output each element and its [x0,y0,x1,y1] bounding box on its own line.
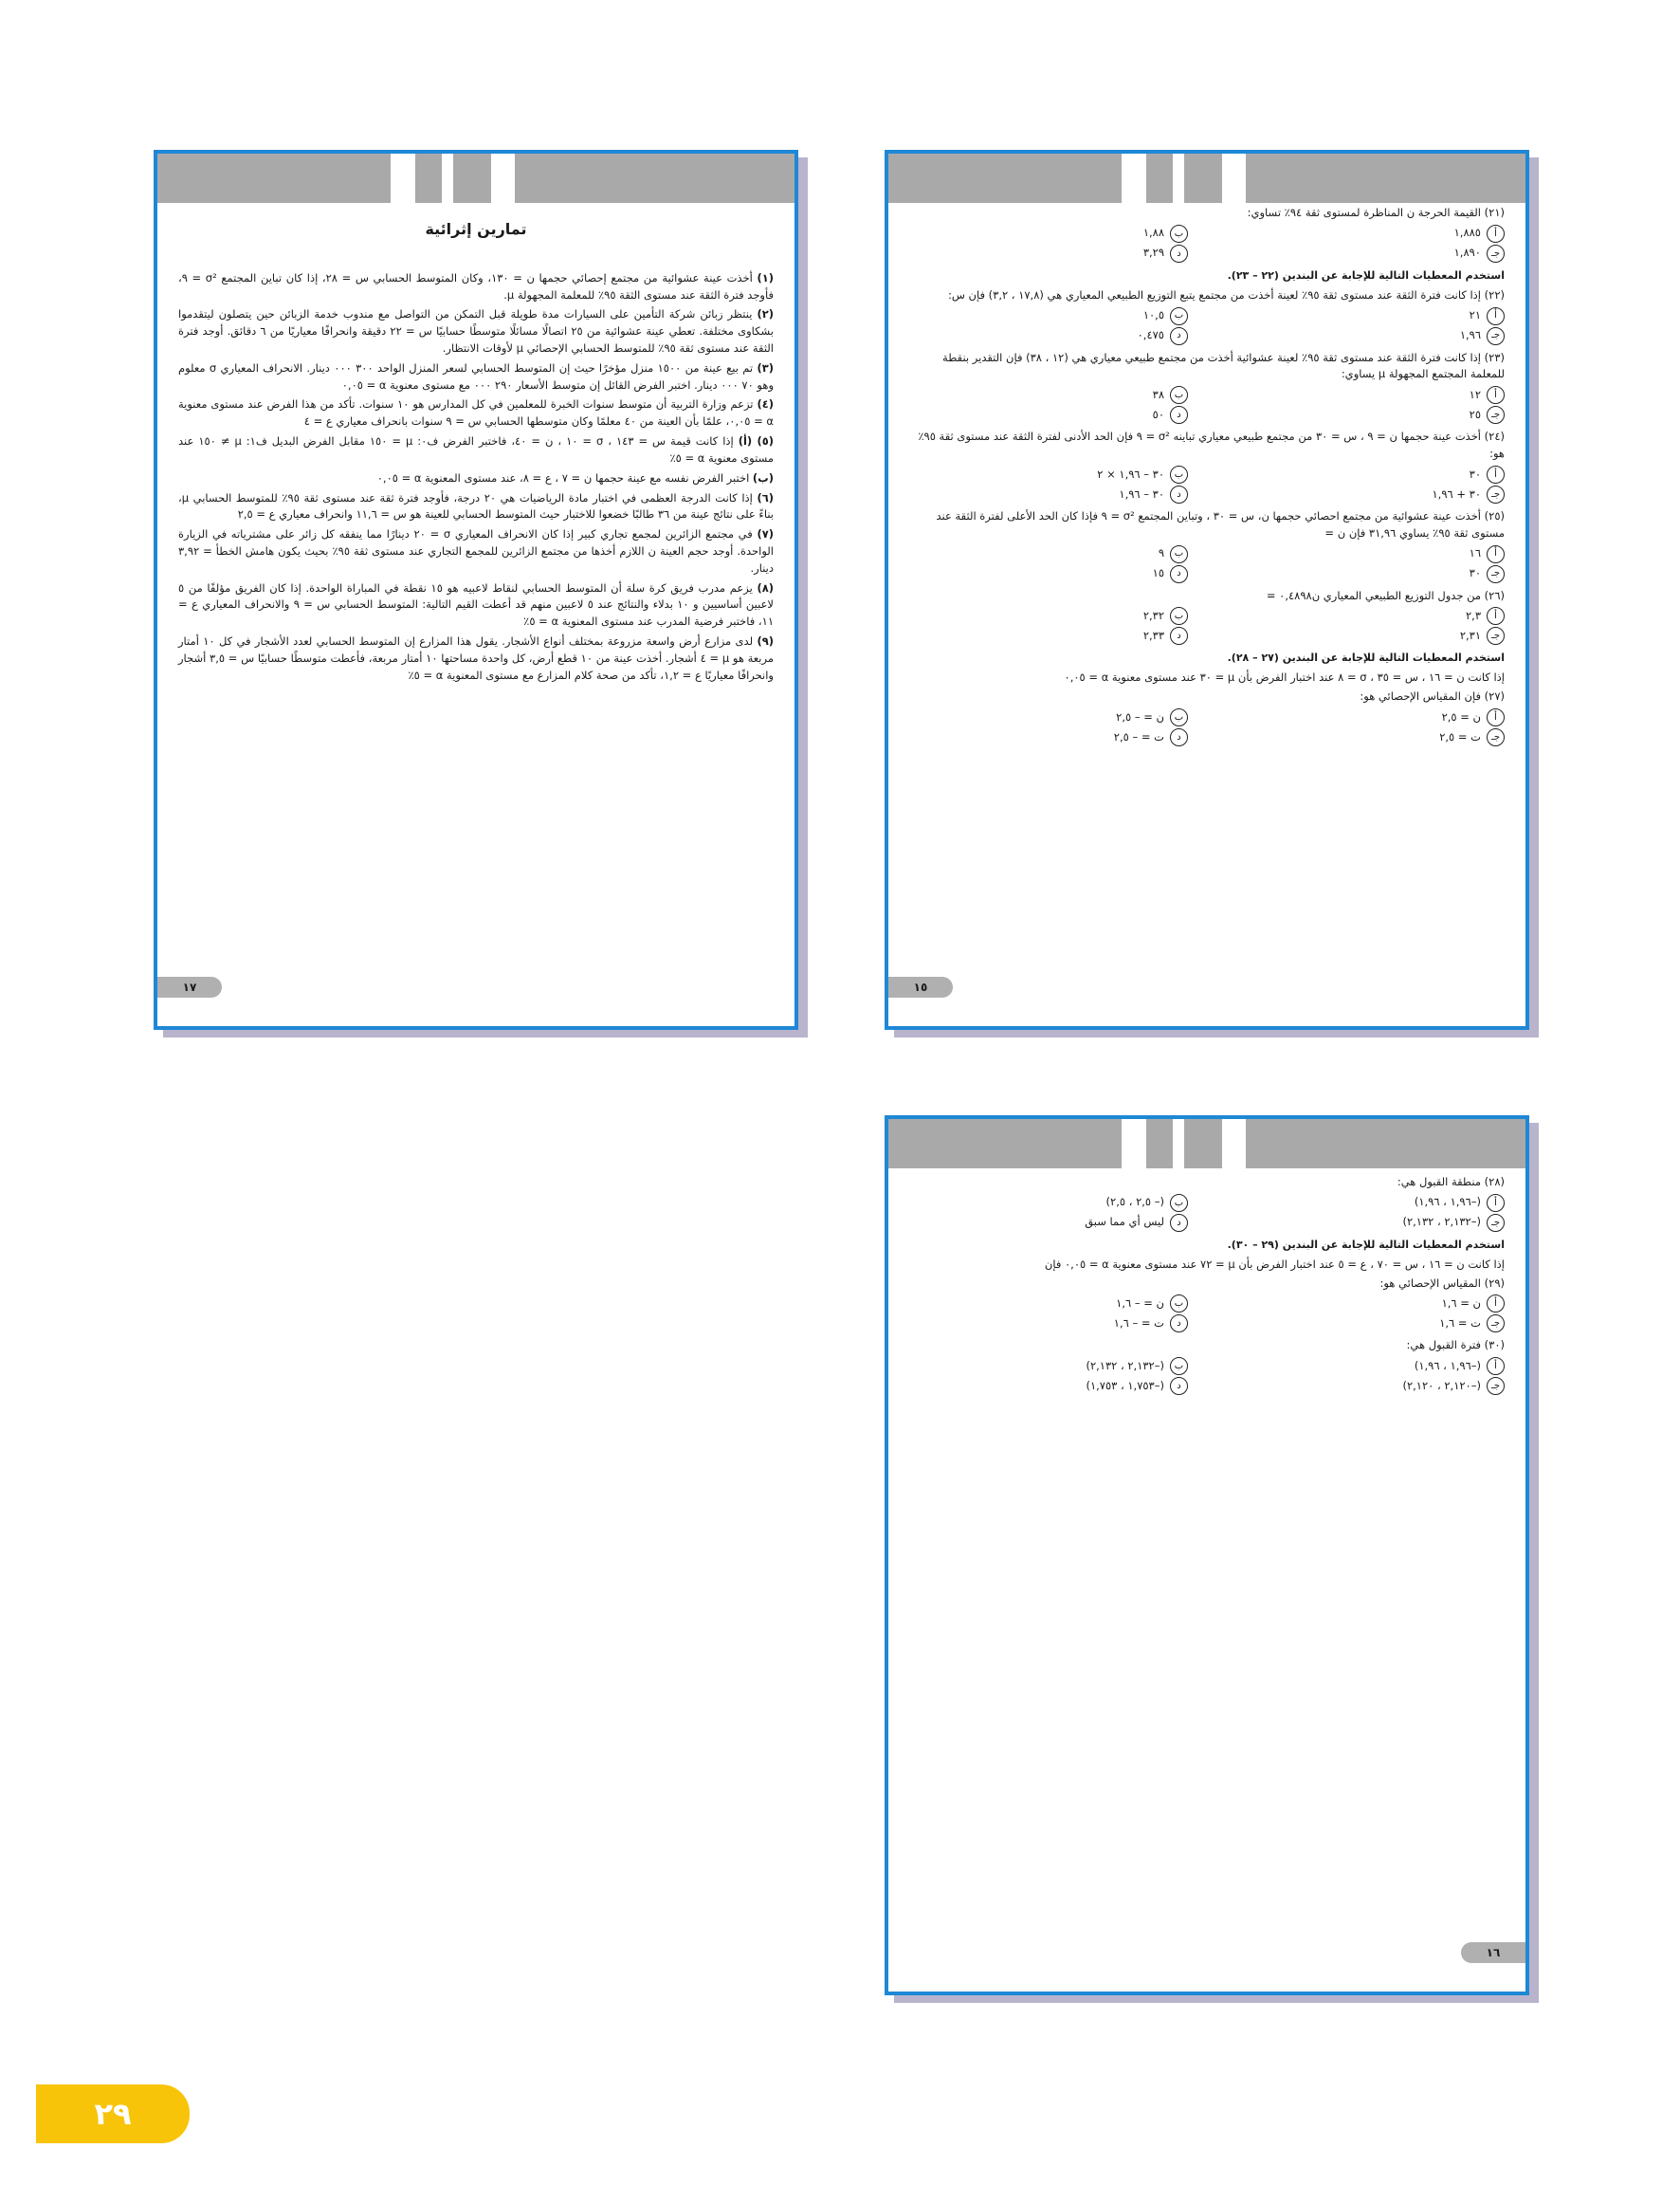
option-letter: أ [1487,545,1505,563]
option-text: ن = ١,٦ [1441,1296,1481,1311]
answer-option [1226,1356,1505,1376]
answer-option [1226,385,1505,405]
answer-option [909,1193,1188,1213]
answer-option [1226,224,1505,244]
page-16 [885,1115,1529,1995]
exercise-item [178,526,774,577]
option-text: ٢٥ [1469,407,1481,421]
exercise-number: (٣) [757,360,775,375]
option-letter: د [1170,565,1188,583]
answer-option [909,1213,1188,1233]
exercise-text: في مجتمع الزائرين لمجمع تجاري كبير إذا كان الانحراف المعياري σ = ٢٠ دينارًا مما ينفقه كل زائر على مشترياته في الزيارة الواحدة. أوجد حجم العينة ن اللازم أخذها من مجتمع الزائرين للمجمع التجاري عند مستوى ثقة ٩٥٪ بحيث يكون هامش الخطأ = ٣,٩٢ دينار. [178,527,774,575]
option-letter: د [1170,1314,1188,1332]
answer-option [909,606,1188,626]
given-text: إذا كانت ن = ١٦ ، س = ٧٠ ، ع = ٥ عند اختبار الفرض بأن μ = ٧٢ عند مستوى معنوية α = ٠,٠٥ فإن [1044,1257,1505,1271]
answer-option [909,1313,1188,1333]
question-text: (٢٦) من جدول التوزيع الطبيعي المعياري ن٠,٤٨٩٨ = [1266,588,1505,602]
answer-option [1226,306,1505,326]
page-number: ١٧ [157,977,222,998]
answer-options [909,1356,1505,1396]
page-title: تمارين إثرائية [425,220,527,238]
option-text: ت = ٢,٥ [1439,729,1481,744]
answer-options [909,544,1505,584]
question-text: (٢٩) المقياس الإحصائي هو: [1379,1276,1505,1290]
option-text: (–٢,١٣٢ ، ٢,١٣٢) [1086,1358,1164,1372]
option-letter: أ [1487,1294,1505,1313]
exercise-item [178,470,774,487]
page-15 [885,150,1529,1030]
exercise-list [178,270,774,685]
answer-option [1226,1294,1505,1313]
exercise-number: (٢) [757,307,775,321]
option-letter: د [1170,486,1188,504]
page-number: ١٥ [888,977,953,998]
option-letter: د [1170,627,1188,645]
exercise-number: (٧) [757,527,775,542]
answer-option [1226,1376,1505,1396]
exercise-number: (٤) [757,397,775,412]
question-text: (٢٤) أخذت عينة حجمها ن = ٩ ، س = ٣٠ من مجتمع طبيعي معياري تباينه σ² = ٩ فإن الحد الأدنى لفترة الثقة عند مستوى ثقة ٩٥٪ هو: [918,430,1505,461]
page-header-bar [157,154,794,203]
option-text: ٣٠ [1469,467,1481,481]
answer-option [909,306,1188,326]
option-letter: جـ [1487,1314,1505,1332]
option-letter: أ [1487,307,1505,325]
option-text: ن = – ١,٦ [1116,1296,1164,1311]
option-text: ٢,٣٢ [1142,608,1164,622]
option-letter: أ [1487,1357,1505,1375]
option-letter: جـ [1487,406,1505,424]
option-letter: د [1170,406,1188,424]
option-letter: ب [1170,466,1188,484]
option-text: ٣٨ [1152,387,1164,401]
exercise-text: يزعم مدرب فريق كرة سلة أن المتوسط الحسابي لنقاط لاعبيه هو ١٥ نقطة في المباراة الواحدة. إذا كان الفريق مؤلفًا من ٥ لاعبين أساسيين و ١٠ بدلاء والنتائج عند ٥ لاعبين منهم قد أعطت القيم التالية: المتوسط الحسابي س = ٩ والانحراف المعياري ع = ١١، فاختبر فرضية المدرب عند مستوى المعنوية α = ٥٪ [178,580,774,629]
answer-option [1226,405,1505,425]
question-text: (٢٢) إذا كانت فترة الثقة عند مستوى ثقة ٩٥٪ لعينة أخذت من مجتمع يتبع التوزيع الطبيعي المعياري هي (١٧,٨ ، ٣,٢) فإن س: [947,287,1505,302]
option-letter: ب [1170,607,1188,625]
answer-option [1226,707,1505,727]
option-text: ٢١ [1469,308,1481,322]
answer-options [909,306,1505,346]
answer-option [909,564,1188,584]
option-text: (–٢,١٣٢ ، ٢,١٣٢) [1402,1215,1481,1229]
exercise-text: لدى مزارع أرض واسعة مزروعة بمختلف أنواع الأشجار. يقول هذا المزارع إن المتوسط الحسابي لعدد الأشجار في كل ١٠ أمتار مربعة هو μ = ٤ أشجار. أخذت عينة من ١٠ قطع أرض، كل واحدة مساحتها ١٠ أمتار مربعة، فأعطت متوسطًا حسابيًا س = ٣,٥ أشجار وانحرافًا معياريًا ع = ١,٢، تأكد من صحة كلام المزارع مع مستوى المعنوية α = ٥٪ [178,634,775,682]
option-letter: ب [1170,1294,1188,1313]
option-letter: جـ [1487,1214,1505,1232]
option-letter: ب [1170,708,1188,726]
option-letter: أ [1487,708,1505,726]
option-letter: أ [1487,1194,1505,1212]
option-text: ن = ٢,٥ [1441,709,1481,724]
option-text: ٢,٣٣ [1142,628,1164,642]
option-text: ١,٩٦ [1459,328,1481,342]
option-letter: ب [1170,545,1188,563]
answer-option [909,224,1188,244]
option-letter: جـ [1487,565,1505,583]
option-text: ١,٨٩٠ [1453,246,1481,260]
option-text: ٢,٣١ [1459,628,1481,642]
option-text: ١,٨٨٥ [1453,226,1481,240]
option-letter: أ [1487,386,1505,404]
instruction-text: استخدم المعطيات التالية للإجابة عن البندين (٢٢ – ٢٣). [1227,268,1505,282]
option-text: (–٢,١٢٠ ، ٢,١٢٠) [1402,1378,1481,1392]
option-text: ليس أي مما سبق [1085,1215,1164,1229]
option-text: ٩ [1158,546,1164,560]
answer-option [909,707,1188,727]
answer-option [909,1376,1188,1396]
answer-option [1226,485,1505,505]
exercise-text: إذا كانت الدرجة العظمى في اختبار مادة الرياضيات هي ٢٠ درجة، فأوجد فترة ثقة عند مستوى ثقة ٩٥٪ للمتوسط الحسابي μ، بناءً على نتائج عينة من ٣٦ طالبًا خضعوا للاختبار حيث المتوسط الحسابي للعينة هو س = ١١,٦ وانحراف معياري ع = ٢,٥ [178,490,774,522]
option-letter: جـ [1487,627,1505,645]
option-letter: جـ [1487,245,1505,263]
answer-option [909,326,1188,346]
exercise-number: (٨) [757,580,774,595]
answer-option [909,405,1188,425]
question-text: (٢٧) فإن المقياس الإحصائي هو: [1360,689,1505,704]
answer-option [1226,1193,1505,1213]
option-text: ت = ١,٦ [1439,1316,1481,1331]
exercise-item [178,270,774,304]
answer-option [909,385,1188,405]
exercise-number: (٩) [757,634,775,649]
answer-option [909,465,1188,485]
exercise-item [178,633,774,684]
answer-option [909,244,1188,264]
answer-option [1226,727,1505,747]
option-text: ٣٠ + ١,٩٦ [1432,486,1481,501]
option-text: ت = – ١,٦ [1113,1316,1164,1331]
given-text: إذا كانت ن = ١٦ ، س = ٣٥ ، σ = ٨ عند اختبار الفرض بأن μ = ٣٠ عند مستوى معنوية α = ٠,٠٥ [1064,670,1505,685]
answer-option [1226,326,1505,346]
option-text: ١٥ [1152,566,1164,580]
exercise-text: اختبر الفرض نفسه مع عينة حجمها ن = ٧ ، ع = ٨، عند مستوى المعنوية α = ٠,٠٥ [376,470,750,485]
option-letter: ب [1170,1194,1188,1212]
book-page-number: ٢٩ [36,2084,190,2143]
instruction-text: استخدم المعطيات التالية للإجابة عن البندين (٢٩ – ٣٠). [1227,1238,1505,1251]
answer-option [909,626,1188,646]
answer-options [909,224,1505,264]
answer-option [1226,1213,1505,1233]
answer-option [1226,626,1505,646]
exercise-item [178,580,774,631]
exercise-text: أخذت عينة عشوائية من مجتمع إحصائي حجمها ن = ١٣٠، وكان المتوسط الحسابي س = ٢٨، إذا كان تباين المجتمع σ² = ٩، فأوجد فترة الثقة عند مستوى الثقة ٩٥٪ للمعلمة المجهولة μ. [178,270,774,302]
answer-options [909,1193,1505,1233]
exercise-number: (ب) [752,470,774,485]
answer-options [909,1294,1505,1333]
option-letter: د [1170,1214,1188,1232]
answer-options [909,465,1505,505]
option-letter: جـ [1487,327,1505,345]
option-text: ٣,٢٩ [1142,246,1164,260]
answer-option [1226,244,1505,264]
option-letter: د [1170,245,1188,263]
answer-option [1226,606,1505,626]
option-text: ٠,٤٧٥ [1137,328,1164,342]
page-header-bar [888,1119,1525,1168]
instruction-text: استخدم المعطيات التالية للإجابة عن البندين (٢٧ – ٢٨). [1227,652,1505,665]
answer-option [909,544,1188,564]
exercise-item [178,490,774,524]
option-letter: ب [1170,386,1188,404]
exercise-item [178,433,774,468]
option-text: ١٢ [1469,387,1481,401]
answer-options [909,606,1505,646]
option-text: ٣٠ – ١,٩٦ [1119,486,1164,501]
option-letter: د [1170,327,1188,345]
question-list [909,1172,1505,1400]
option-text: ت = – ٢,٥ [1113,729,1164,744]
exercise-text: إذا كانت قيمة س = ١٤٣ ، σ = ١٠ ، ن = ٤٠، فاختبر الفرض ف٠: μ = ١٥٠ مقابل الفرض البديل ف١: μ ≠ ١٥٠ عند مستوى معنوية α = ٥٪ [178,434,774,465]
option-letter: أ [1487,225,1505,243]
answer-option [1226,465,1505,485]
option-text: ١,٨٨ [1142,226,1164,240]
page-17 [154,150,798,1030]
answer-option [909,727,1188,747]
option-letter: جـ [1487,486,1505,504]
question-list [909,203,1505,751]
exercise-item [178,360,774,395]
answer-option [1226,544,1505,564]
exercise-text: تزعم وزارة التربية أن متوسط سنوات الخبرة للمعلمين في كل المدارس هو ١٠ سنوات. تأكد من هذا الفرض عند مستوى معنوية α = ٠,٠٥، علمًا بأن العينة من ٤٠ معلمًا وكان متوسطها الحسابي س = ٩ سنوات بانحراف معياري ع = ٤ [178,397,774,429]
option-letter: ب [1170,1357,1188,1375]
option-text: ٢,٣ [1465,608,1481,622]
option-text: ١٠,٥ [1142,308,1164,322]
page-number: ١٦ [1461,1942,1525,1963]
option-letter: د [1170,728,1188,746]
option-text: ٥٠ [1152,407,1164,421]
exercise-text: ينتظر زبائن شركة التأمين على السيارات مدة طويلة قبل التمكن من التواصل مع مندوب خدمة الزبائن حين يتصلون ليتقدموا بشكاوى مختلفة. تعطي عينة عشوائية من ٢٥ اتصالًا مسائلًا متوسطًا حسابيًا س = ٢٢ دقيقة وانحرافًا معياريًا من ٦ دقائق. أوجد فترة الثقة عند مستوى ثقة ٩٥٪ للمتوسط الحسابي الإحصائي μ لأوقات الانتظار. [178,307,774,356]
question-text: (٢٨) منطقة القبول هي: [1397,1175,1505,1188]
exercise-number: (١) [757,270,774,285]
question-text: (٢١) القيمة الحرجة ن المناظرة لمستوى ثقة ٩٤٪ تساوي: [1247,206,1505,219]
option-text: ٣٠ – ١,٩٦ × ٢ [1097,467,1164,481]
exercise-text: تم بيع عينة من ١٥٠٠ منزل مؤخرًا حيث إن المتوسط الحسابي لسعر المنزل الواحد ٣٠٠ ٠٠٠ دينار. الانحراف المعياري σ معلوم وهو ٧٠ ٠٠٠ دينار. اختبر الفرض القائل إن متوسط الأسعار ٢٩٠ ٠٠٠ مع مستوى معنوية α = ٠,٠٥ [178,360,774,392]
exercise-number: (٥) (أ) [738,434,775,449]
option-letter: أ [1487,607,1505,625]
exercise-item [178,396,774,431]
option-letter: جـ [1487,728,1505,746]
answer-options [909,707,1505,747]
exercise-item [178,306,774,357]
answer-option [909,1356,1188,1376]
answer-options [909,385,1505,425]
option-letter: أ [1487,466,1505,484]
option-text: (–١,٩٦ ، ١,٩٦) [1414,1195,1481,1209]
option-letter: د [1170,1377,1188,1395]
question-text: (٢٣) إذا كانت فترة الثقة عند مستوى ثقة ٩٥٪ لعينة عشوائية أخذت من مجتمع طبيعي معياري هي (١٢ ، ٣٨) فإن التقدير بنقطة للمعلمة المجتمع المجهولة μ يساوي: [942,350,1505,381]
option-text: (–١,٧٥٣ ، ١,٧٥٣) [1086,1378,1164,1392]
answer-option [909,485,1188,505]
page-header-bar [888,154,1525,203]
question-text: (٢٥) أخذت عينة عشوائية من مجتمع احصائي حجمها ن، س = ٣٠ ، وتباين المجتمع σ² = ٩ فإذا كان الحد الأعلى لفترة الثقة عند مستوى ثقة ٩٥٪ يساوي ٣١,٩٦ فإن ن = [936,508,1505,540]
option-letter: ب [1170,225,1188,243]
option-text: ٣٠ [1469,566,1481,580]
answer-option [1226,1313,1505,1333]
option-text: ن = – ٢,٥ [1116,709,1164,724]
exercise-number: (٦) [757,490,774,505]
question-text: (٣٠) فترة القبول هي: [1406,1338,1505,1352]
option-letter: جـ [1487,1377,1505,1395]
option-text: (– ٢,٥ ، ٢,٥) [1105,1195,1164,1209]
answer-option [1226,564,1505,584]
answer-option [909,1294,1188,1313]
option-text: ١٦ [1469,546,1481,560]
option-letter: ب [1170,307,1188,325]
option-text: (–١,٩٦ ، ١,٩٦) [1414,1358,1481,1372]
